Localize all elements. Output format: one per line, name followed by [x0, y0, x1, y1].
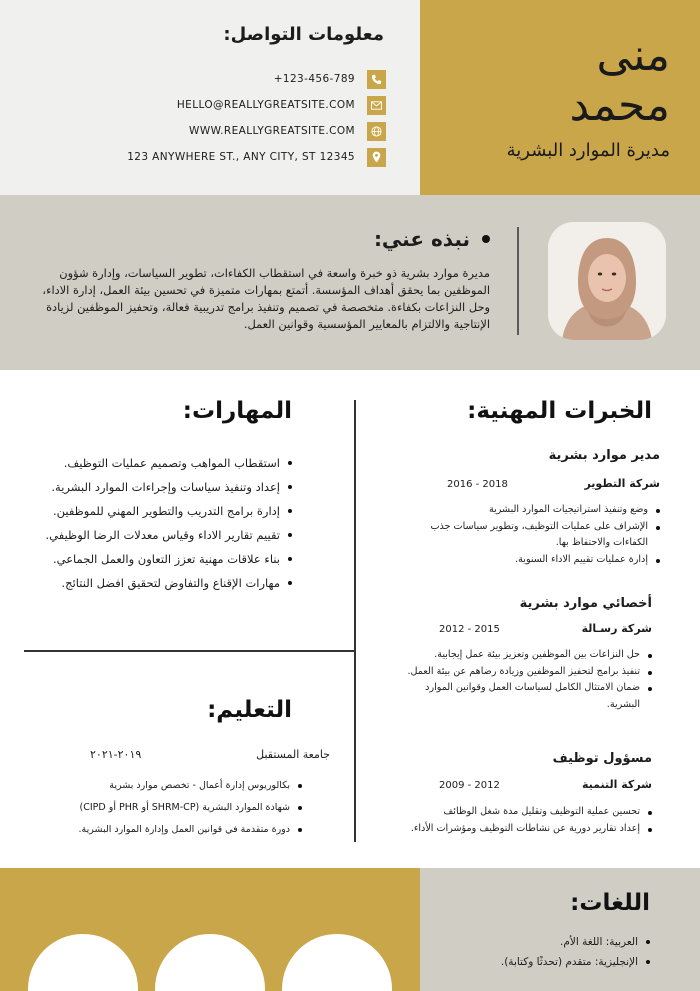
job-duty-item: تحسين عملية التوظيف وتقليل مدة شغل الوظائف: [390, 804, 652, 821]
experience-heading: الخبرات المهنية:: [467, 398, 652, 424]
about-divider: [517, 227, 519, 335]
job-3-duties: [390, 804, 652, 837]
job-1-title: مدير موارد بشرية: [548, 448, 660, 463]
email-icon: [367, 96, 386, 115]
job-duty-item: ضمان الامتثال الكامل لسياسات العمل وقوانين الموارد البشرية.: [390, 680, 652, 713]
skills-list: [12, 451, 292, 595]
job-2-duties: [390, 647, 652, 713]
skill-item: إدارة برامج التدريب والتطوير المهني للموظفين.: [12, 499, 292, 523]
about-body: مديرة موارد بشرية ذو خبرة واسعة في استقطاب الكفاءات، تطوير السياسات، وإدارة شؤون الموظفين بما يحقق أهداف المؤسسة. أتمتع بمهارات متميزة في تحسين بيئة العمل، إدارة الاداء، وحل النزاعات بكفاءة. متخصصة في تصميم وتنفيذ برامج تدريبية فعالة، وتحفيز الموظفين لزيادة الإنتاجية والالتزام بالمعايير المؤسسية وقوانين العمل.: [42, 266, 490, 331]
job-duty-item: إعداد تقارير دورية عن نشاطات التوظيف ومؤشرات الأداء.: [390, 821, 652, 838]
name-last: محمد: [569, 80, 670, 131]
skill-item: تقييم تقارير الاداء وقياس معدلات الرضا الوظيفي.: [12, 523, 292, 547]
job-3-company: شركة التنمية: [582, 778, 652, 791]
job-duty-item: حل النزاعات بين الموظفين وتعزيز بيئة عمل إيجابية.: [390, 647, 652, 664]
education-header-row: [90, 748, 330, 766]
skill-item: بناء علاقات مهنية تعزز التعاون والعمل الجماعي.: [12, 547, 292, 571]
job-duty-item: إدارة عمليات تقييم الاداء السنوية.: [398, 552, 660, 569]
job-duty-item: وضع وتنفيذ استراتيجيات الموارد البشرية: [398, 502, 660, 519]
footer-circle: [282, 934, 392, 991]
phone-icon: [367, 70, 386, 89]
job-duty-item: الإشراف على عمليات التوظيف، وتطوير سياسات جذب الكفاءات والاحتفاظ بها.: [398, 519, 660, 552]
skill-item: مهارات الإقناع والتفاوض لتحقيق افضل النتائج.: [12, 571, 292, 595]
language-item: الإنجليزية: متقدم (تحدثًا وكتابة).: [430, 952, 650, 972]
education-item: شهادة الموارد البشرية (SHRM-CP أو PHR أو CIPD): [22, 797, 302, 819]
name-panel: [420, 0, 700, 195]
job-3-meta: [375, 778, 652, 794]
job-3-years: 2009 - 2012: [439, 780, 500, 791]
languages-list: [430, 932, 650, 972]
job-1-company: شركة التطوير: [584, 477, 660, 490]
contact-address: 123 ANYWHERE ST., ANY CITY, ST 12345: [127, 151, 355, 163]
contact-email-row: [177, 95, 386, 115]
contact-phone[interactable]: +123-456-789: [273, 73, 355, 85]
job-1-duties: [398, 502, 660, 568]
skill-item: إعداد وتنفيذ سياسات وإجراءات الموارد البشرية.: [12, 475, 292, 499]
education-heading: التعليم:: [207, 697, 292, 723]
job-2-title: أخصائي موارد بشرية: [519, 596, 652, 611]
location-pin-icon: [367, 148, 386, 167]
name-first: منى: [596, 30, 670, 81]
footer-circle: [28, 934, 138, 991]
education-school: جامعة المستقبل: [256, 748, 330, 761]
contact-address-row: [127, 147, 386, 167]
about-heading-text: نبذه عني:: [373, 227, 470, 251]
contact-panel: [0, 0, 420, 195]
footer-accent-panel: [0, 868, 420, 991]
education-list: [22, 775, 302, 841]
footer-circle: [155, 934, 265, 991]
skills-education-divider: [24, 650, 354, 652]
contact-website[interactable]: WWW.REALLYGREATSITE.COM: [189, 125, 355, 137]
about-heading: [374, 227, 490, 251]
job-3-title: مسؤول توظيف: [552, 751, 652, 766]
skills-heading: المهارات:: [182, 398, 292, 424]
job-1-years: 2016 - 2018: [447, 479, 508, 490]
skill-item: استقطاب المواهب وتصميم عمليات التوظيف.: [12, 451, 292, 475]
contact-phone-row: [274, 69, 386, 89]
contact-website-row: [189, 121, 386, 141]
profile-photo: [548, 222, 666, 340]
job-title: مديرة الموارد البشرية: [506, 140, 670, 161]
education-item: بكالوريوس إدارة أعمال - تخصص موارد بشرية: [22, 775, 302, 797]
job-duty-item: تنفيذ برامج لتحفيز الموظفين وزيادة رضاهم عن بيئة العمل.: [390, 664, 652, 681]
bullet-icon: [482, 235, 490, 243]
education-item: دورة متقدمة في قوانين العمل وإدارة الموارد البشرية.: [22, 819, 302, 841]
contact-heading: معلومات التواصل:: [223, 24, 384, 45]
languages-panel: [420, 868, 700, 991]
education-years: ٢٠١٩-٢٠٢١: [90, 748, 142, 761]
job-2-years: 2012 - 2015: [439, 624, 500, 635]
column-divider: [354, 400, 356, 842]
contact-email[interactable]: HELLO@REALLYGREATSITE.COM: [176, 99, 355, 111]
globe-icon: [367, 122, 386, 141]
languages-heading: اللغات:: [570, 890, 650, 916]
job-2-company: شركة رسـالة: [581, 622, 652, 635]
language-item: العربية: اللغة الأم.: [430, 932, 650, 952]
job-2-meta: [375, 622, 652, 638]
job-1-meta: [375, 477, 660, 493]
